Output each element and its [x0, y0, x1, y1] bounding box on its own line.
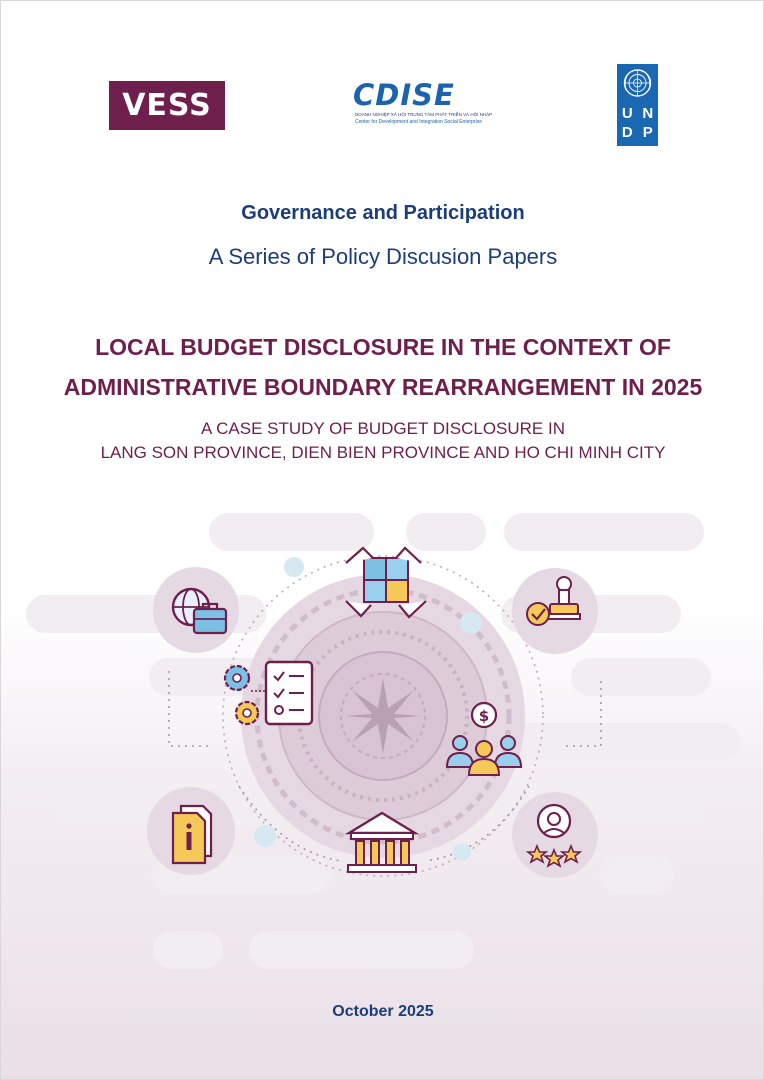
cdise-logo [353, 78, 493, 131]
globe-briefcase-icon [153, 567, 239, 653]
report-title [1, 327, 764, 407]
undp-logo [617, 64, 658, 146]
case-study-line-1: A CASE STUDY OF BUDGET DISCLOSURE IN [200, 419, 565, 438]
vess-logo: VESS [109, 81, 225, 130]
svg-text:$: $ [478, 707, 490, 725]
undp-letter: N [642, 105, 654, 122]
undp-letter: D [621, 124, 633, 141]
report-title-line-1: LOCAL BUDGET DISCLOSURE IN THE CONTEXT OF [95, 334, 671, 360]
governance-illustration [1, 501, 764, 981]
case-study-line-2: LANG SON PROVINCE, DIEN BIEN PROVINCE AND HO CHI MINH CITY [100, 443, 666, 462]
rating-stars-icon [512, 792, 598, 878]
cdise-tagline-en: Center for Development and Integration Social Enterprise [355, 119, 483, 125]
undp-letters [617, 104, 658, 142]
cdise-wordmark: CDISE [353, 78, 455, 112]
undp-letter: P [642, 124, 653, 141]
cdise-tagline-vn: DOANH NGHIỆP XÃ HỘI TRUNG TÂM PHÁT TRIỂN VÀ HỘI NHẬP [355, 112, 493, 117]
undp-letter: U [621, 105, 633, 122]
series-title: Governance and Participation [241, 202, 525, 224]
stamp-approval-icon [512, 568, 598, 654]
case-study-subtitle [1, 417, 764, 465]
info-document-icon [147, 787, 235, 875]
report-title-line-2: ADMINISTRATIVE BOUNDARY REARRANGEMENT IN 2025 [63, 374, 703, 400]
series-subtitle: A Series of Policy Discusion Papers [208, 244, 558, 269]
un-emblem-icon [617, 64, 658, 104]
publication-date: October 2025 [332, 1003, 434, 1020]
